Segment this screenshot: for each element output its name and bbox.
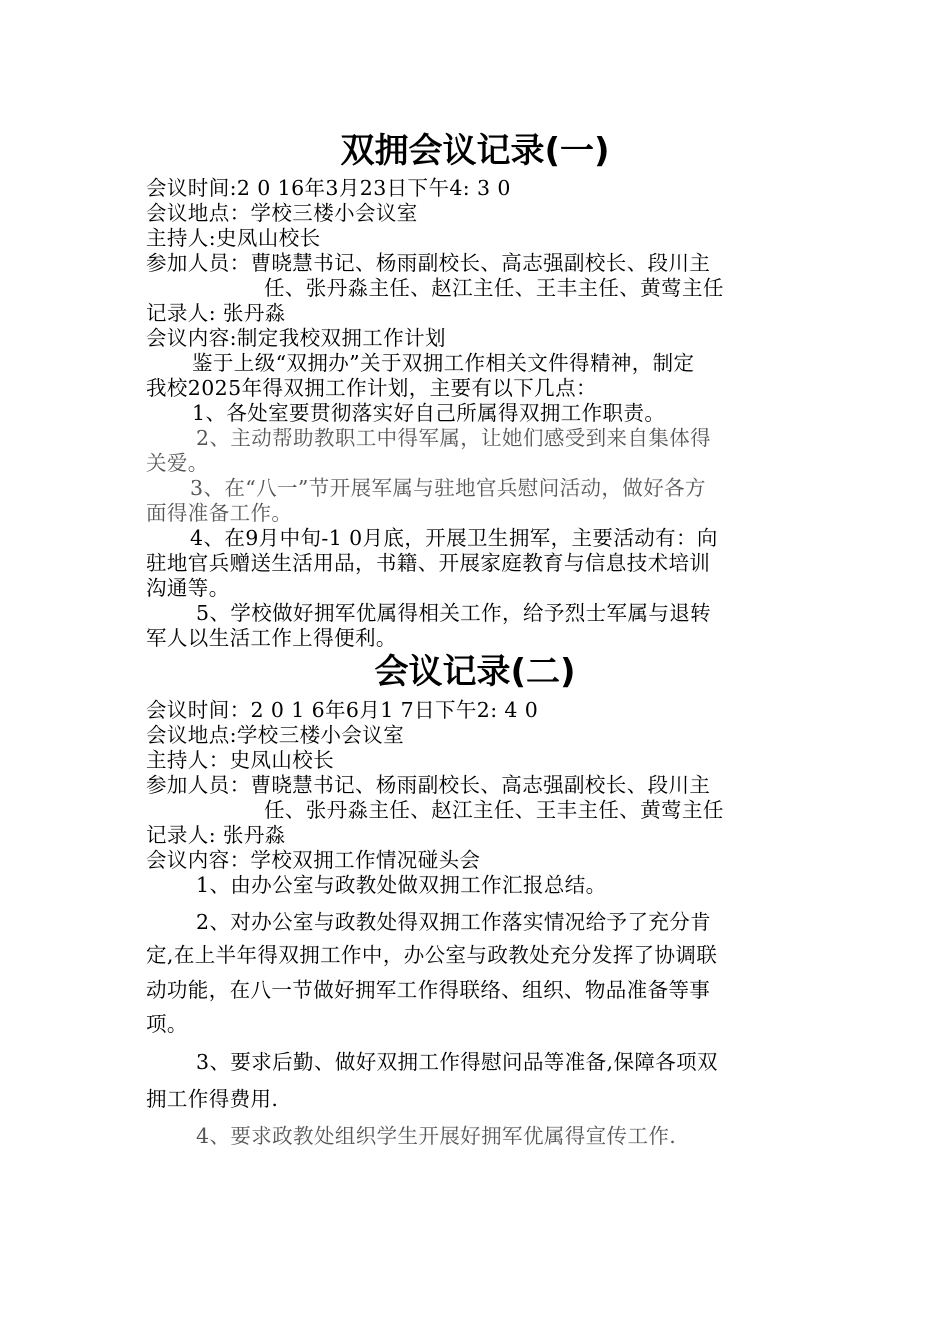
record1-paragraph-line2: 我校2025年得双拥工作计划，主要有以下几点： (146, 376, 597, 400)
record2-attendees-line1: 参加人员：曹晓慧书记、杨雨副校长、高志强副校长、段川主 (146, 773, 711, 797)
record1-item1: 1、各处室要贯彻落实好自己所属得双拥工作职责。 (192, 401, 666, 425)
record2-item2-line4: 项。 (146, 1012, 188, 1036)
record1-item2-line2: 关爱。 (146, 451, 209, 475)
record1-paragraph-line1: 鉴于上级“双拥办”关于双拥工作相关文件得精神，制定 (192, 351, 695, 375)
record1-content: 会议内容:制定我校双拥工作计划 (146, 326, 446, 350)
record2-item3-line1: 3、要求后勤、做好双拥工作得慰问品等准备,保障各项双 (196, 1050, 718, 1074)
record2-title: 会议记录(二) (374, 652, 576, 692)
record1-attendees-line1: 参加人员：曹晓慧书记、杨雨副校长、高志强副校长、段川主 (146, 251, 711, 275)
record1-item5-line1: 5、学校做好拥军优属得相关工作，给予烈士军属与退转 (196, 601, 712, 625)
record1-item2-line1: 2、主动帮助教职工中得军属，让她们感受到来自集体得 (196, 426, 712, 450)
record1-time: 会议时间:2 0 16年3月23日下午4: 3 0 (146, 176, 511, 200)
record2-recorder: 记录人: 张丹淼 (146, 823, 286, 847)
record2-item3-line2: 拥工作得费用. (146, 1087, 279, 1111)
record1-item3-line1: 3、在“八一”节开展军属与驻地官兵慰问活动，做好各方 (190, 476, 706, 500)
record1-item5-line2: 军人以生活工作上得便利。 (146, 626, 397, 650)
record1-recorder: 记录人: 张丹淼 (146, 301, 286, 325)
record2-item2-line2: 定,在上半年得双拥工作中，办公室与政教处充分发挥了协调联 (146, 943, 718, 967)
record1-place: 会议地点：学校三楼小会议室 (146, 201, 418, 225)
record1-attendees-line2: 任、张丹淼主任、赵江主任、王丰主任、黄莺主任 (264, 276, 724, 300)
record2-item2-line1: 2、对办公室与政教处得双拥工作落实情况给予了充分肯 (196, 910, 712, 934)
record2-place: 会议地点:学校三楼小会议室 (146, 723, 405, 747)
record1-item4-line2: 驻地官兵赠送生活用品，书籍、开展家庭教育与信息技术培训 (146, 551, 711, 575)
record2-item1: 1、由办公室与政教处做双拥工作汇报总结。 (196, 873, 607, 897)
record1-host: 主持人:史凤山校长 (146, 226, 321, 250)
record1-item4-line3: 沟通等。 (146, 576, 230, 600)
record2-item4: 4、要求政教处组织学生开展好拥军优属得宣传工作. (196, 1124, 677, 1148)
record2-time: 会议时间：2 0 1 6年6月1 7日下午2: 4 0 (146, 698, 539, 722)
record2-item2-line3: 动功能，在八一节做好拥军工作得联络、组织、物品准备等事 (146, 978, 711, 1002)
record1-item4-line1: 4、在9月中旬-1 0月底，开展卫生拥军，主要活动有：向 (190, 526, 718, 550)
record1-item3-line2: 面得准备工作。 (146, 501, 293, 525)
record2-attendees-line2: 任、张丹淼主任、赵江主任、王丰主任、黄莺主任 (264, 798, 724, 822)
record1-title: 双拥会议记录(一) (340, 131, 610, 171)
record2-content: 会议内容：学校双拥工作情况碰头会 (146, 848, 481, 872)
record2-host: 主持人：史凤山校长 (146, 748, 335, 772)
